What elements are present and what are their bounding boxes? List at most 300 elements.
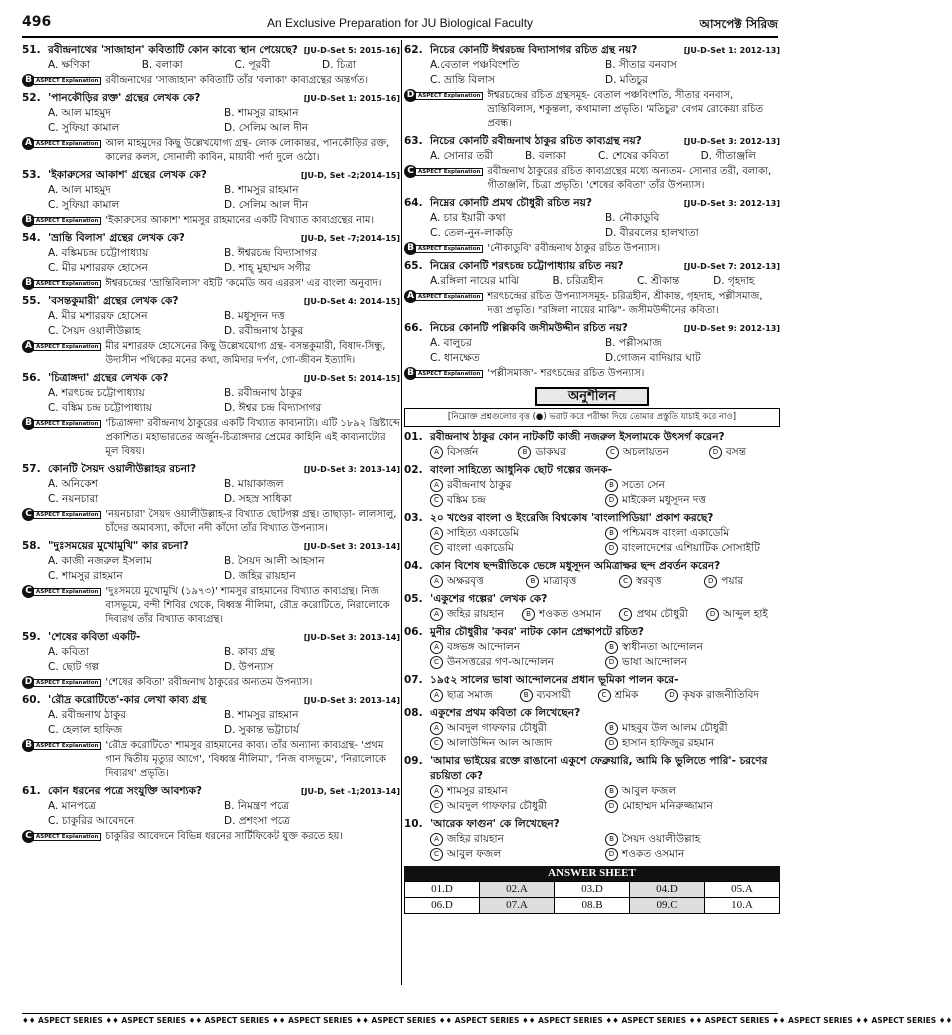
answer-option[interactable] — [430, 541, 605, 556]
option-item[interactable]: D. সেলিম আল দীন — [224, 122, 309, 134]
option-item[interactable]: A. কবিতা — [48, 646, 89, 658]
options-list — [404, 784, 780, 814]
answer-bubble[interactable]: D — [605, 656, 618, 669]
answer-option[interactable] — [605, 736, 780, 751]
question-heading — [404, 817, 780, 832]
answer-bubble[interactable]: B — [522, 608, 535, 621]
option-item[interactable]: A. মীর মশাররফ হোসেন — [48, 310, 148, 322]
option-item[interactable]: B. চরিত্রহীন — [552, 275, 604, 287]
answer-option[interactable] — [430, 721, 605, 736]
option-label: পয়ার — [721, 575, 744, 587]
option-item[interactable]: D. রবীন্দ্রনাথ ঠাকুর — [224, 325, 304, 337]
aspect-explanation-badge — [22, 830, 101, 843]
question-block — [22, 43, 400, 88]
answer-option[interactable] — [605, 526, 780, 541]
badge-label: ASPECT Explanation — [33, 77, 101, 85]
option-item[interactable]: A.বেতাল পঞ্চবিংশতি — [430, 59, 520, 71]
answer-row — [405, 882, 780, 898]
answer-bubble[interactable]: D — [665, 689, 678, 702]
question-text: কোন বিশেষ ছন্দরীতিকে ভেঙ্গে মধুসূদন অমিত্রাক্ষর ছন্দ প্রবর্তন করেন? — [430, 560, 721, 572]
option-item[interactable]: A. আল মাহমুদ — [48, 107, 111, 119]
question-number: 57. — [22, 463, 41, 475]
options-list — [404, 640, 780, 670]
option-label: স্বাধীনতা আন্দোলন — [622, 641, 703, 653]
option-label: ডাকঘর — [535, 446, 566, 458]
answer-option[interactable] — [430, 655, 605, 670]
answer-option[interactable] — [605, 640, 780, 655]
explanation — [404, 242, 780, 256]
answer-option[interactable] — [430, 688, 514, 703]
question-text: রবীন্দ্রনাথের 'সাজাহান' কবিতাটি কোন কাব্যে স্থান পেয়েছে? — [48, 44, 298, 56]
answer-option[interactable] — [619, 574, 698, 589]
option-label: বসন্ত — [725, 446, 746, 458]
aspect-explanation-badge — [404, 165, 483, 178]
explanation-answer-letter: C — [22, 508, 35, 521]
explanation — [404, 290, 780, 318]
answer-option[interactable] — [605, 655, 780, 670]
badge-label: ASPECT Explanation — [33, 588, 101, 596]
answer-sheet-table — [404, 881, 780, 914]
question-heading — [22, 371, 400, 386]
options-list — [404, 526, 780, 556]
options-list — [22, 645, 400, 675]
explanation-text: রবীন্দ্রনাথের 'সাজাহান' কবিতাটি তাঁর 'বলাকা' কাব্যগ্রন্থের অন্তর্গত। — [105, 75, 369, 86]
answer-option[interactable] — [605, 832, 780, 847]
question-block — [404, 259, 780, 318]
answer-option[interactable] — [605, 784, 780, 799]
option-item[interactable]: C. মীর মশাররফ হোসেন — [48, 262, 148, 274]
answer-bubble[interactable]: A — [430, 641, 443, 654]
answer-bubble[interactable]: D — [605, 800, 618, 813]
badge-label: ASPECT Explanation — [33, 217, 101, 225]
answer-option[interactable] — [526, 574, 613, 589]
answer-option[interactable] — [605, 541, 780, 556]
aspect-explanation-badge — [22, 137, 101, 150]
question-text: কোন ধরনের পত্রে সংযুক্তি আবশ্যক? — [48, 785, 203, 797]
option-item[interactable]: B. ঈশ্বরচন্দ্র বিদ্যাসাগর — [224, 247, 318, 259]
question-source: [JU-D-Set 9: 2012-13] — [683, 324, 780, 333]
question-heading — [22, 693, 400, 708]
question-text: 'চিত্রাঙ্গদা' গ্রন্থের লেখক কে? — [48, 372, 169, 384]
option-item[interactable]: A. অনিকেশ — [48, 478, 98, 490]
question-number: 09. — [404, 755, 423, 767]
answer-bubble[interactable]: B — [605, 785, 618, 798]
option-item[interactable]: B. পল্লীসমাজ — [605, 337, 662, 349]
question-text: 'পানকৌড়ির রক্ত' গ্রন্থের লেখক কে? — [48, 92, 201, 104]
options-list — [22, 477, 400, 507]
option-label: পশ্চিমবঙ্গ বাংলা একাডেমি — [622, 527, 730, 539]
practice-questions — [404, 430, 780, 862]
options-list — [404, 211, 780, 241]
option-item[interactable]: D.গোজন বাদিয়ার ঘাট — [605, 352, 701, 364]
question-block — [22, 693, 400, 781]
option-item[interactable]: D. সেলিম আল দীন — [224, 199, 309, 211]
question-number: 10. — [404, 818, 423, 830]
explanation-text: 'চিত্রাঙ্গদা' রবীন্দ্রনাথ ঠাকুরের একটি বিখ্যাত কাব্যনাট্য। এটি ১৮৯২ খ্রিষ্টাব্দে প্রকাশিত। মহাভারতের অর্জুন-চিত্রাঙ্গদার প্রেমের কাহিনি এই কাব্যনাট্যের মূল বিষয়। — [105, 418, 400, 457]
option-item[interactable]: B. শামসুর রাহমান — [224, 184, 299, 196]
answer-bubble[interactable]: C — [598, 689, 611, 702]
answer-option[interactable] — [430, 526, 605, 541]
answer-cell: 10.A — [705, 898, 780, 914]
option-item[interactable]: A. ক্ষণিকা — [48, 59, 90, 71]
answer-option[interactable] — [665, 688, 780, 703]
answer-bubble[interactable]: D — [605, 848, 618, 861]
option-label: মাত্রাবৃত্ত — [543, 575, 577, 587]
question-block — [22, 371, 400, 459]
option-label: আবুল ফজল — [447, 848, 502, 860]
option-item[interactable]: B. সৈয়দ আলী আহসান — [224, 555, 325, 567]
explanation — [404, 367, 780, 381]
question-text: নিচের কোনটি ঈশ্বরচন্দ্র বিদ্যাসাগর রচিত গ্রন্থ নয়? — [430, 44, 638, 56]
option-label: অক্ষরবৃত্ত — [447, 575, 484, 587]
answer-option[interactable] — [605, 847, 780, 862]
right-column — [404, 40, 780, 914]
explanation-text: রবীন্দ্রনাথ ঠাকুরের রচিত কাব্যগ্রন্থের মধ্যে অন্যতম- সোনার তরী, বলাকা, গীতাঞ্জলি, চিত্রা প্রভৃতি। 'শেষের কবিতা' তাঁর উপন্যাস। — [487, 166, 772, 191]
answer-option[interactable] — [709, 445, 780, 460]
answer-option[interactable] — [522, 607, 613, 622]
answer-bubble[interactable]: C — [430, 656, 443, 669]
question-heading — [22, 91, 400, 106]
question-number: 03. — [404, 512, 423, 524]
option-item[interactable]: C. শামসুর রাহমান — [48, 570, 123, 582]
options-list — [22, 799, 400, 829]
option-item[interactable]: C. নয়নচারা — [48, 493, 99, 505]
option-item[interactable]: B. নৌকাডুবি — [605, 212, 660, 224]
explanation-text: 'ইকারুসের আকাশ' শামসুর রাহমানের একটি বিখ্যাত কাব্যগ্রন্থের নাম। — [105, 215, 375, 226]
page-title: An Exclusive Preparation for JU Biological Faculty — [266, 16, 534, 30]
answer-bubble[interactable]: C — [430, 737, 443, 750]
option-item[interactable]: C. শ্রীকান্ত — [636, 275, 680, 287]
question-number: 53. — [22, 169, 41, 181]
explanation-text: 'পল্লীসমাজ'- শরৎচন্দ্রের রচিত উপন্যাস। — [487, 368, 645, 379]
question-number: 08. — [404, 707, 423, 719]
option-item[interactable]: D. গৃহদাহ — [713, 275, 755, 287]
answer-bubble[interactable]: A — [430, 608, 443, 621]
option-item[interactable]: D. জহির রায়হান — [224, 570, 296, 582]
badge-label: ASPECT Explanation — [33, 742, 101, 750]
option-label: বাংলাদেশের এশিয়াটিক সোসাইটি — [622, 542, 760, 554]
practice-title: অনুশীলন — [535, 387, 649, 406]
aspect-explanation-badge — [22, 508, 101, 521]
option-item[interactable]: D. মতিচুর — [605, 74, 648, 86]
practice-note: [নিম্নোক্ত প্রশ্নগুলোর বৃত্ত (●) ভরাট করে পরীক্ষা দিয়ে তোমার প্রস্তুতি যাচাই করে নাও] — [404, 408, 780, 427]
option-item[interactable]: A. সোনার তরী — [430, 150, 493, 162]
question-source: [JU-D-Set 3: 2012-13] — [683, 199, 780, 208]
explanation — [22, 214, 400, 228]
answer-bubble[interactable]: D — [605, 494, 618, 507]
answer-bubble[interactable]: B — [518, 446, 531, 459]
question-block — [404, 134, 780, 193]
option-item[interactable]: B. রবীন্দ্রনাথ ঠাকুর — [224, 387, 303, 399]
options-list — [22, 386, 400, 416]
answer-bubble[interactable]: C — [430, 800, 443, 813]
answer-option[interactable] — [430, 832, 605, 847]
option-label: মাইকেল মধুসূদন দত্ত — [622, 494, 706, 506]
option-item[interactable]: C. সৈয়দ ওয়ালীউল্লাহ — [48, 325, 141, 337]
option-item[interactable]: A. বালুচর — [430, 337, 472, 349]
answer-option[interactable] — [605, 721, 780, 736]
answer-option[interactable] — [619, 607, 700, 622]
answer-bubble[interactable]: C — [606, 446, 619, 459]
options-list — [404, 149, 780, 164]
explanation — [22, 585, 400, 627]
explanation-answer-letter: D — [404, 89, 417, 102]
option-label: শ্রমিক — [614, 689, 639, 701]
option-item[interactable]: C. ছোট গল্প — [48, 661, 100, 673]
question-number: 07. — [404, 674, 423, 686]
aspect-explanation-badge — [22, 214, 101, 227]
question-block — [22, 462, 400, 536]
question-text: "দুঃসময়ের মুখোমুখি" কার রচনা? — [48, 540, 189, 552]
question-source: [JU-D, Set -2;2014-15] — [300, 171, 400, 180]
answer-option[interactable] — [606, 445, 703, 460]
explanation — [22, 74, 400, 88]
series-name: আসপেক্ট সিরিজ — [699, 17, 778, 31]
option-item[interactable]: C. হেলাল হাফিজ — [48, 724, 123, 736]
explanation — [404, 89, 780, 131]
option-item[interactable]: B. মায়াকাজল — [224, 478, 284, 490]
answer-bubble[interactable]: C — [430, 542, 443, 555]
practice-question — [404, 592, 780, 622]
explanation-answer-letter: C — [22, 585, 35, 598]
option-item[interactable]: B. বলাকা — [141, 59, 183, 71]
answer-bubble[interactable]: B — [526, 575, 539, 588]
option-item[interactable]: C. শেষের কবিতা — [597, 150, 669, 162]
question-number: 51. — [22, 44, 41, 56]
question-number: 05. — [404, 593, 423, 605]
answer-option[interactable] — [430, 478, 605, 493]
answer-option[interactable] — [605, 478, 780, 493]
answer-bubble[interactable]: A — [430, 785, 443, 798]
option-label: আলাউদ্দিন আল আজাদ — [447, 737, 553, 749]
answer-option[interactable] — [430, 799, 605, 814]
answer-option[interactable] — [598, 688, 660, 703]
question-number: 63. — [404, 135, 423, 147]
option-item[interactable]: A. চার ইয়ারী কথা — [430, 212, 506, 224]
answer-bubble[interactable]: B — [605, 641, 618, 654]
option-item[interactable]: C. ভ্রান্তি বিলাস — [430, 74, 495, 86]
answer-option[interactable] — [704, 574, 780, 589]
answer-bubble[interactable]: C — [430, 848, 443, 861]
answer-bubble[interactable]: B — [605, 833, 618, 846]
question-heading — [22, 784, 400, 799]
answer-option[interactable] — [605, 493, 780, 508]
answer-bubble[interactable]: D — [709, 446, 722, 459]
options-list — [404, 574, 780, 589]
answer-option[interactable] — [430, 493, 605, 508]
question-heading — [404, 134, 780, 149]
option-item[interactable]: B. শামসুর রাহমান — [224, 709, 299, 721]
answer-option[interactable] — [430, 736, 605, 751]
options-list — [22, 309, 400, 339]
explanation-answer-letter: B — [22, 417, 35, 430]
answer-option[interactable] — [518, 445, 599, 460]
option-item[interactable]: B. বলাকা — [524, 150, 566, 162]
option-item[interactable]: A. রবীন্দ্রনাথ ঠাকুর — [48, 709, 127, 721]
question-source: [JU-D-Set 3: 2013-14] — [303, 633, 400, 642]
option-item[interactable]: B. কাব্য গ্রন্থ — [224, 646, 275, 658]
option-item[interactable]: D. বীরবলের হালখাতা — [605, 227, 699, 239]
option-item[interactable]: A.রঙ্গিলা নায়ের মাঝি — [430, 275, 519, 287]
explanation-text: আল মাহমুদের কিছু উল্লেখযোগ্য গ্রন্থ- লোক লোকান্তর, পানকৌড়ির রক্ত, কালের কলস, সোনালী কাবিন, মায়াবী পর্দা দুলে ওঠো। — [105, 138, 390, 163]
question-block — [22, 784, 400, 844]
question-number: 02. — [404, 464, 423, 476]
question-heading — [404, 430, 780, 445]
option-item[interactable]: B. সীতার বনবাস — [605, 59, 677, 71]
option-item[interactable]: D. সহস্র সাধিকা — [224, 493, 292, 505]
option-item[interactable]: C. ধানক্ষেত — [430, 352, 480, 364]
question-heading — [404, 463, 780, 478]
explanation-text: ঈশ্বরচন্দ্রের রচিত গ্রন্থসমূহ- বেতাল পঞ্চবিংশতি, সীতার বনবাস, ভ্রান্তিবিলাস, শকুন্তলা, কথামালা প্রভৃতি। 'মতিচুর' বেগম রোকেয়া রচিত প্রবন্ধ। — [487, 90, 764, 129]
option-item[interactable]: D. প্রশংসা পত্রে — [224, 815, 290, 827]
question-heading — [22, 294, 400, 309]
question-source: [JU-D-Set 3: 2013-14] — [303, 542, 400, 551]
badge-label: ASPECT Explanation — [33, 511, 101, 519]
question-source: [JU-D-Set 3: 2012-13] — [683, 137, 780, 146]
option-label: উনসত্তরের গণ-আন্দোলন — [447, 656, 555, 668]
badge-label: ASPECT Explanation — [415, 370, 483, 378]
answer-cell: 02.A — [480, 882, 555, 898]
question-heading — [404, 706, 780, 721]
option-item[interactable]: C. চাকুরির আবেদনে — [48, 815, 135, 827]
aspect-explanation-badge — [404, 367, 483, 380]
question-text: নিম্নের কোনটি প্রমথ চৌধুরী রচিত নয়? — [430, 197, 592, 209]
explanation — [22, 417, 400, 459]
option-label: আব্দুল হাই — [723, 608, 768, 620]
option-item[interactable]: D. চিত্রা — [322, 59, 357, 71]
option-item[interactable]: D. সুকান্ত ভট্টাচার্য — [224, 724, 299, 736]
answer-bubble[interactable]: A — [430, 575, 443, 588]
option-item[interactable]: C. সুফিয়া কামাল — [48, 199, 120, 211]
aspect-explanation-badge — [22, 585, 101, 598]
question-text: 'আমার ভাইয়ের রক্তে রাঙানো একুশে ফেব্রুয়ারি, আমি কি ভুলিতে পারি'- চরণের রচয়িতা কে? — [430, 755, 768, 782]
options-list — [404, 607, 780, 622]
answer-option[interactable] — [430, 847, 605, 862]
options-list — [22, 708, 400, 738]
answer-option[interactable] — [430, 640, 605, 655]
answer-bubble[interactable]: B — [605, 527, 618, 540]
badge-label: ASPECT Explanation — [415, 168, 483, 176]
answer-bubble[interactable]: B — [605, 722, 618, 735]
answer-option[interactable] — [430, 445, 512, 460]
option-item[interactable]: D. গীতাঞ্জলি — [700, 150, 757, 162]
badge-label: ASPECT Explanation — [415, 245, 483, 253]
options-list — [404, 721, 780, 751]
answer-option[interactable] — [430, 784, 605, 799]
option-item[interactable]: C. পূরবী — [234, 59, 271, 71]
answer-option[interactable] — [430, 607, 516, 622]
question-source: [JU-D-Set 1: 2012-13] — [683, 46, 780, 55]
question-heading — [404, 259, 780, 274]
practice-question — [404, 511, 780, 556]
options-list — [404, 832, 780, 862]
answer-option[interactable] — [605, 799, 780, 814]
answer-bubble[interactable]: D — [704, 575, 717, 588]
question-heading — [22, 168, 400, 183]
answer-bubble[interactable]: C — [430, 494, 443, 507]
explanation-answer-letter: C — [22, 830, 35, 843]
option-label: শামসুর রাহমান — [447, 785, 508, 797]
option-item[interactable]: D. ঈশ্বর চন্দ্র বিদ্যাসাগর — [224, 402, 322, 414]
answer-option[interactable] — [430, 574, 520, 589]
answer-cell: 09.C — [630, 898, 705, 914]
badge-label: ASPECT Explanation — [33, 280, 101, 288]
option-item[interactable]: B. নিমন্ত্রণ পত্রে — [224, 800, 290, 812]
option-item[interactable]: B. শামসুর রাহমান — [224, 107, 299, 119]
question-heading — [22, 630, 400, 645]
question-heading — [404, 754, 780, 784]
option-item[interactable]: A. কাজী নজরুল ইসলাম — [48, 555, 152, 567]
explanation-answer-letter: D — [22, 676, 35, 689]
answer-option[interactable] — [706, 607, 780, 622]
answer-bubble[interactable]: C — [619, 608, 632, 621]
answer-bubble[interactable]: A — [430, 479, 443, 492]
option-item[interactable]: A. আল মাহমুদ — [48, 184, 111, 196]
options-list — [22, 246, 400, 276]
answer-bubble[interactable]: D — [605, 737, 618, 750]
option-item[interactable]: A. শরৎচন্দ্র চট্টোপাধ্যায় — [48, 387, 145, 399]
question-heading — [404, 592, 780, 607]
answer-bubble[interactable]: C — [619, 575, 632, 588]
explanation-text: 'শেষের কবিতা' রবীন্দ্রনাথ ঠাকুরের অন্যতম উপন্যাস। — [105, 677, 313, 688]
answer-bubble[interactable]: A — [430, 446, 443, 459]
option-item[interactable]: A. মানপত্রে — [48, 800, 96, 812]
answer-option[interactable] — [520, 688, 592, 703]
option-item[interactable]: D. শাহ্ মুহাম্মদ সগীর — [224, 262, 311, 274]
options-list — [404, 688, 780, 703]
question-heading — [404, 321, 780, 336]
explanation-text: 'রৌদ্র করোটিতে' শামসুর রাহমানের কাব্য। তাঁর অন্যান্য কাব্যগ্রন্থ- 'প্রথম গান দ্বিতীয় মৃত্যুর আগে', 'বিধ্বস্ত নীলিমা', 'নিজ বাসভূমে', 'নিরালোকে দিব্যরথ' প্রভৃতি। — [105, 740, 386, 779]
question-text: একুশের প্রথম কবিতা কে লিখেছেন? — [430, 707, 581, 719]
option-label: আবদুল গাফফার চৌধুরী — [447, 722, 547, 734]
question-source: [JU-D-Set 3: 2013-14] — [303, 696, 400, 705]
explanation-text: শরৎচন্দ্রের রচিত উপন্যাসসমূহ- চরিত্রহীন, শ্রীকান্ত, গৃহদাহ, পল্লীসমাজ, দত্তা প্রভৃতি। "রঙ্গিলা নায়ের মাঝি"- জসীমউদ্দীনের কবিতা। — [487, 291, 763, 316]
column-divider — [401, 40, 402, 985]
aspect-explanation-badge — [22, 340, 101, 353]
explanation-answer-letter: C — [404, 165, 417, 178]
answer-bubble[interactable]: A — [430, 722, 443, 735]
answer-bubble[interactable]: D — [605, 542, 618, 555]
practice-question — [404, 625, 780, 670]
question-block — [404, 321, 780, 381]
question-heading — [22, 43, 400, 58]
option-item[interactable]: B. মধুসূদন দত্ত — [224, 310, 285, 322]
answer-bubble[interactable]: A — [430, 833, 443, 846]
question-heading — [404, 43, 780, 58]
option-label: বাংলা একাডেমি — [447, 542, 514, 554]
answer-bubble[interactable]: A — [430, 527, 443, 540]
option-item[interactable]: A. বঙ্কিমচন্দ্র চট্টোপাধ্যায় — [48, 247, 149, 259]
option-label: বঙ্কিম চন্দ্র — [447, 494, 486, 506]
answer-bubble[interactable]: A — [430, 689, 443, 702]
answer-bubble[interactable]: B — [605, 479, 618, 492]
explanation-answer-letter: B — [404, 367, 417, 380]
answer-bubble[interactable]: B — [520, 689, 533, 702]
question-text: 'আরেক ফাগুন' কে লিখেছেন? — [430, 818, 560, 830]
question-heading — [404, 511, 780, 526]
badge-label: ASPECT Explanation — [415, 92, 483, 100]
explanation — [22, 137, 400, 165]
option-item[interactable]: C. তেল-নুন-লাকড়ি — [430, 227, 513, 239]
options-list — [22, 106, 400, 136]
badge-label: ASPECT Explanation — [415, 293, 483, 301]
question-heading — [22, 462, 400, 477]
option-item[interactable]: D. উপন্যাস — [224, 661, 274, 673]
answer-bubble[interactable]: D — [706, 608, 719, 621]
option-item[interactable]: C. বঙ্কিম চন্দ্র চট্টোপাধ্যায় — [48, 402, 152, 414]
explanation-answer-letter: B — [22, 214, 35, 227]
option-item[interactable]: C. সুফিয়া কামাল — [48, 122, 120, 134]
